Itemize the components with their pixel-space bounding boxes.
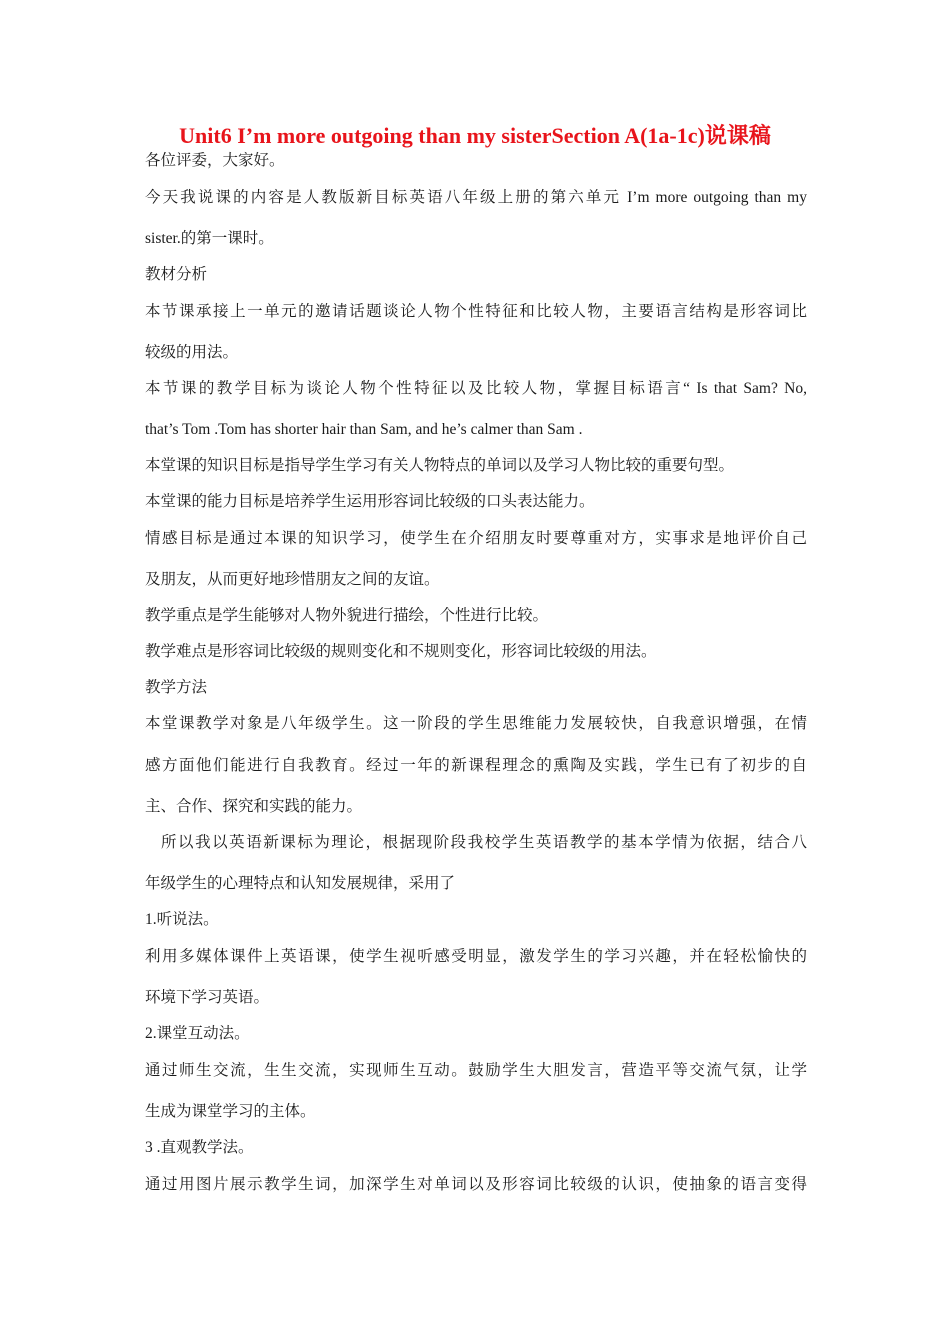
paragraph-line: 生成为课堂学习的主体。 [145, 1103, 316, 1120]
paragraph-line: 各位评委，大家好。 [145, 152, 285, 169]
paragraph-line: 通过用图片展示教学生词，加深学生对单词以及形容词比较级的认识，使抽象的语言变得 [145, 1176, 807, 1193]
list-item-heading: 1.听说法。 [145, 911, 219, 928]
paragraph-line: 情感目标是通过本课的知识学习，使学生在介绍朋友时要尊重对方，实事求是地评价自己 [145, 530, 807, 547]
paragraph-line: 教学难点是形容词比较级的规则变化和不规则变化，形容词比较级的用法。 [145, 643, 657, 660]
paragraph-line: 教学重点是学生能够对人物外貌进行描绘，个性进行比较。 [145, 607, 549, 624]
paragraph-line: 本节课承接上一单元的邀请话题谈论人物个性特征和比较人物，主要语言结构是形容词比 [145, 303, 807, 320]
paragraph-line: 本堂课的能力目标是培养学生运用形容词比较级的口头表达能力。 [145, 493, 595, 510]
list-item-heading: 2.课堂互动法。 [145, 1025, 250, 1042]
paragraph-line: sister.的第一课时。 [145, 230, 274, 247]
paragraph-line: 环境下学习英语。 [145, 989, 270, 1006]
paragraph-line: 本节课的教学目标为谈论人物个性特征以及比较人物，掌握目标语言“ Is that Sam? No, [145, 380, 807, 397]
document-title: Unit6 I’m more outgoing than my sisterSection A(1a-1c)说课稿 [179, 123, 771, 148]
paragraph-line: 主、合作、探究和实践的能力。 [145, 798, 363, 815]
section-heading: 教学方法 [145, 679, 208, 696]
section-heading: 教材分析 [145, 266, 208, 283]
paragraph-line: 感方面他们能进行自我教育。经过一年的新课程理念的熏陶及实践，学生已有了初步的自 [145, 757, 807, 774]
paragraph-line: 本堂课教学对象是八年级学生。这一阶段的学生思维能力发展较快，自我意识增强，在情 [145, 715, 807, 732]
paragraph-line: 通过师生交流，生生交流，实现师生互动。鼓励学生大胆发言，营造平等交流气氛，让学 [145, 1062, 807, 1079]
paragraph-line: 利用多媒体课件上英语课，使学生视听感受明显，激发学生的学习兴趣，并在轻松愉快的 [145, 948, 807, 965]
paragraph-line: 所以我以英语新课标为理论，根据现阶段我校学生英语教学的基本学情为依据，结合八 [161, 834, 807, 851]
paragraph-line: 今天我说课的内容是人教版新目标英语八年级上册的第六单元 I’m more outgoing than my [145, 189, 807, 206]
paragraph-line: 年级学生的心理特点和认知发展规律，采用了 [145, 875, 456, 892]
paragraph-line: 本堂课的知识目标是指导学生学习有关人物特点的单词以及学习人物比较的重要句型。 [145, 457, 735, 474]
paragraph-line: 较级的用法。 [145, 344, 239, 361]
paragraph-line: 及朋友，从而更好地珍惜朋友之间的友谊。 [145, 571, 440, 588]
paragraph-line: that’s Tom .Tom has shorter hair than Sam, and he’s calmer than Sam . [145, 421, 583, 438]
list-item-heading: 3 .直观教学法。 [145, 1139, 254, 1156]
